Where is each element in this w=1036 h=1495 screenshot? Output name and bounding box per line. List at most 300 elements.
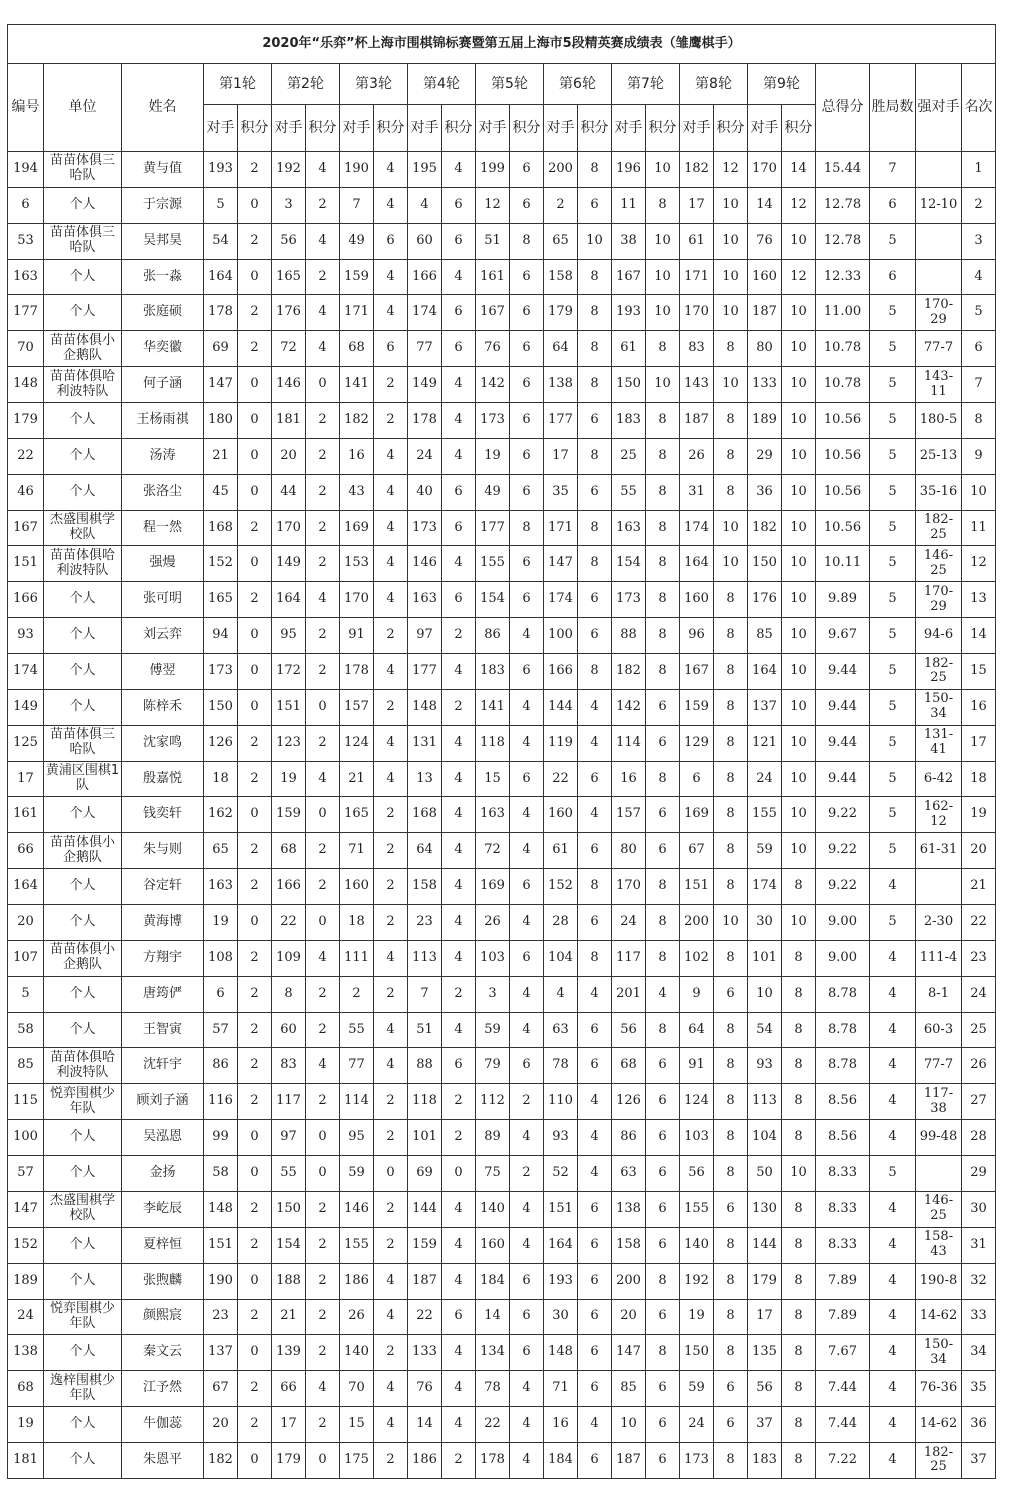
cell-unit: 个人 <box>44 259 122 295</box>
cell-total: 9.00 <box>816 940 870 976</box>
cell-opponent: 146 <box>408 546 442 582</box>
cell-points: 6 <box>442 1299 476 1335</box>
cell-opponent: 170 <box>748 152 782 188</box>
cell-points: 2 <box>238 510 272 546</box>
cell-points: 12 <box>714 152 748 188</box>
cell-opponent: 165 <box>204 582 238 618</box>
cell-opponent: 15 <box>340 1407 374 1443</box>
cell-id: 107 <box>8 940 44 976</box>
cell-opponent: 179 <box>544 295 578 331</box>
cell-points: 8 <box>782 1227 816 1263</box>
header-rank: 名次 <box>962 64 996 152</box>
cell-name: 吴邦昊 <box>122 223 204 259</box>
cell-points: 2 <box>306 403 340 439</box>
cell-points: 6 <box>578 187 612 223</box>
cell-opponent: 59 <box>680 1371 714 1407</box>
cell-name: 张可明 <box>122 582 204 618</box>
cell-opponent: 148 <box>408 689 442 725</box>
cell-rank: 37 <box>962 1442 996 1478</box>
cell-points: 4 <box>646 976 680 1012</box>
cell-total: 9.22 <box>816 833 870 869</box>
cell-unit: 个人 <box>44 797 122 833</box>
cell-rank: 17 <box>962 725 996 761</box>
table-row <box>8 1227 996 1263</box>
cell-opponent: 104 <box>748 1120 782 1156</box>
cell-points: 8 <box>714 474 748 510</box>
cell-points: 6 <box>374 223 408 259</box>
cell-points: 0 <box>306 1120 340 1156</box>
cell-opponent: 10 <box>748 976 782 1012</box>
cell-points: 6 <box>510 438 544 474</box>
cell-opponent: 36 <box>748 474 782 510</box>
cell-opponent: 134 <box>476 1335 510 1371</box>
cell-opponent: 192 <box>680 1263 714 1299</box>
cell-opponent: 44 <box>272 474 306 510</box>
cell-id: 19 <box>8 1407 44 1443</box>
cell-strong: 180-5 <box>916 403 962 439</box>
cell-opponent: 114 <box>340 1084 374 1120</box>
cell-opponent: 30 <box>748 905 782 941</box>
cell-points: 2 <box>306 654 340 690</box>
cell-rank: 21 <box>962 869 996 905</box>
cell-wins: 5 <box>870 618 916 654</box>
cell-opponent: 19 <box>476 438 510 474</box>
cell-unit: 苗苗体俱小企鹅队 <box>44 940 122 976</box>
cell-opponent: 101 <box>408 1120 442 1156</box>
cell-id: 161 <box>8 797 44 833</box>
cell-wins: 4 <box>870 869 916 905</box>
cell-opponent: 193 <box>204 152 238 188</box>
cell-points: 2 <box>306 187 340 223</box>
cell-opponent: 184 <box>476 1263 510 1299</box>
cell-points: 2 <box>306 438 340 474</box>
cell-points: 8 <box>714 940 748 976</box>
cell-opponent: 141 <box>476 689 510 725</box>
cell-points: 8 <box>782 1371 816 1407</box>
cell-opponent: 159 <box>272 797 306 833</box>
cell-opponent: 95 <box>272 618 306 654</box>
cell-points: 2 <box>238 833 272 869</box>
cell-opponent: 78 <box>476 1371 510 1407</box>
cell-opponent: 195 <box>408 152 442 188</box>
cell-points: 6 <box>442 1048 476 1084</box>
cell-opponent: 154 <box>612 546 646 582</box>
cell-points: 8 <box>646 869 680 905</box>
table-row <box>8 152 996 188</box>
cell-opponent: 18 <box>340 905 374 941</box>
cell-opponent: 163 <box>204 869 238 905</box>
cell-points: 4 <box>306 761 340 797</box>
table-row <box>8 546 996 582</box>
cell-rank: 25 <box>962 1012 996 1048</box>
cell-points: 4 <box>374 654 408 690</box>
header-opponent: 对手 <box>272 105 306 152</box>
cell-points: 0 <box>238 1263 272 1299</box>
cell-points: 4 <box>510 689 544 725</box>
cell-strong: 35-16 <box>916 474 962 510</box>
cell-wins: 4 <box>870 1084 916 1120</box>
cell-points: 6 <box>646 1120 680 1156</box>
cell-points: 0 <box>442 1156 476 1192</box>
cell-points: 4 <box>510 1407 544 1443</box>
cell-opponent: 180 <box>204 403 238 439</box>
cell-wins: 5 <box>870 403 916 439</box>
table-row <box>8 1407 996 1443</box>
cell-wins: 7 <box>870 152 916 188</box>
cell-total: 7.89 <box>816 1263 870 1299</box>
cell-rank: 35 <box>962 1371 996 1407</box>
cell-points: 2 <box>306 869 340 905</box>
cell-opponent: 177 <box>476 510 510 546</box>
cell-opponent: 19 <box>272 761 306 797</box>
cell-opponent: 57 <box>204 1012 238 1048</box>
cell-opponent: 71 <box>544 1371 578 1407</box>
cell-points: 8 <box>782 976 816 1012</box>
cell-points: 2 <box>238 1084 272 1120</box>
cell-points: 4 <box>510 797 544 833</box>
cell-points: 2 <box>238 725 272 761</box>
cell-name: 金扬 <box>122 1156 204 1192</box>
cell-points: 0 <box>238 1335 272 1371</box>
cell-points: 6 <box>714 976 748 1012</box>
cell-opponent: 9 <box>680 976 714 1012</box>
cell-opponent: 11 <box>612 187 646 223</box>
cell-opponent: 164 <box>680 546 714 582</box>
cell-points: 4 <box>442 438 476 474</box>
cell-strong: 14-62 <box>916 1407 962 1443</box>
cell-points: 4 <box>374 582 408 618</box>
cell-points: 2 <box>238 1227 272 1263</box>
cell-points: 8 <box>714 689 748 725</box>
cell-opponent: 165 <box>340 797 374 833</box>
cell-wins: 6 <box>870 259 916 295</box>
cell-points: 0 <box>238 546 272 582</box>
cell-points: 10 <box>782 1156 816 1192</box>
cell-unit: 苗苗体俱哈利波特队 <box>44 546 122 582</box>
cell-wins: 4 <box>870 1407 916 1443</box>
cell-opponent: 13 <box>408 761 442 797</box>
table-row <box>8 618 996 654</box>
cell-points: 6 <box>510 152 544 188</box>
cell-id: 17 <box>8 761 44 797</box>
cell-unit: 个人 <box>44 1120 122 1156</box>
cell-opponent: 100 <box>544 618 578 654</box>
cell-unit: 个人 <box>44 1012 122 1048</box>
cell-points: 8 <box>714 1012 748 1048</box>
cell-opponent: 4 <box>408 187 442 223</box>
cell-total: 10.11 <box>816 546 870 582</box>
cell-rank: 32 <box>962 1263 996 1299</box>
cell-points: 10 <box>782 582 816 618</box>
cell-opponent: 164 <box>272 582 306 618</box>
cell-points: 6 <box>510 1335 544 1371</box>
cell-opponent: 55 <box>612 474 646 510</box>
cell-unit: 苗苗体俱三哈队 <box>44 223 122 259</box>
cell-opponent: 184 <box>544 1442 578 1478</box>
cell-points: 6 <box>646 797 680 833</box>
cell-opponent: 187 <box>748 295 782 331</box>
cell-total: 9.22 <box>816 797 870 833</box>
cell-rank: 33 <box>962 1299 996 1335</box>
cell-opponent: 88 <box>612 618 646 654</box>
cell-opponent: 95 <box>340 1120 374 1156</box>
cell-opponent: 83 <box>272 1048 306 1084</box>
cell-opponent: 56 <box>748 1371 782 1407</box>
cell-opponent: 7 <box>408 976 442 1012</box>
cell-opponent: 174 <box>748 869 782 905</box>
cell-points: 10 <box>714 223 748 259</box>
cell-id: 100 <box>8 1120 44 1156</box>
cell-points: 2 <box>238 761 272 797</box>
cell-points: 6 <box>578 1263 612 1299</box>
cell-points: 10 <box>714 510 748 546</box>
cell-opponent: 93 <box>748 1048 782 1084</box>
table-row <box>8 1048 996 1084</box>
cell-opponent: 137 <box>204 1335 238 1371</box>
cell-opponent: 25 <box>612 438 646 474</box>
cell-strong: 162-12 <box>916 797 962 833</box>
cell-opponent: 111 <box>340 940 374 976</box>
cell-opponent: 149 <box>272 546 306 582</box>
cell-points: 10 <box>782 223 816 259</box>
cell-strong <box>916 259 962 295</box>
cell-points: 4 <box>578 976 612 1012</box>
cell-points: 4 <box>510 1120 544 1156</box>
cell-opponent: 21 <box>272 1299 306 1335</box>
cell-points: 2 <box>442 1084 476 1120</box>
cell-points: 6 <box>510 1048 544 1084</box>
cell-strong: 6-42 <box>916 761 962 797</box>
cell-opponent: 147 <box>612 1335 646 1371</box>
cell-opponent: 200 <box>680 905 714 941</box>
cell-opponent: 163 <box>612 510 646 546</box>
cell-unit: 个人 <box>44 187 122 223</box>
cell-points: 6 <box>442 510 476 546</box>
header-total: 总得分 <box>816 64 870 152</box>
cell-opponent: 55 <box>272 1156 306 1192</box>
cell-opponent: 10 <box>612 1407 646 1443</box>
cell-opponent: 140 <box>476 1191 510 1227</box>
cell-opponent: 144 <box>748 1227 782 1263</box>
cell-points: 2 <box>306 1191 340 1227</box>
cell-points: 2 <box>306 474 340 510</box>
cell-points: 6 <box>714 1407 748 1443</box>
cell-points: 2 <box>238 1048 272 1084</box>
cell-name: 牛伽蕊 <box>122 1407 204 1443</box>
cell-points: 4 <box>510 905 544 941</box>
cell-opponent: 61 <box>680 223 714 259</box>
cell-opponent: 173 <box>680 1442 714 1478</box>
cell-points: 8 <box>578 152 612 188</box>
cell-id: 57 <box>8 1156 44 1192</box>
cell-opponent: 56 <box>612 1012 646 1048</box>
cell-points: 0 <box>238 474 272 510</box>
cell-opponent: 190 <box>340 152 374 188</box>
cell-points: 8 <box>782 1012 816 1048</box>
cell-rank: 14 <box>962 618 996 654</box>
cell-points: 10 <box>646 295 680 331</box>
cell-points: 4 <box>374 546 408 582</box>
cell-opponent: 200 <box>612 1263 646 1299</box>
cell-points: 4 <box>374 187 408 223</box>
cell-opponent: 85 <box>748 618 782 654</box>
cell-strong: 60-3 <box>916 1012 962 1048</box>
cell-strong <box>916 152 962 188</box>
cell-id: 148 <box>8 367 44 403</box>
cell-opponent: 124 <box>340 725 374 761</box>
cell-points: 2 <box>238 295 272 331</box>
cell-points: 2 <box>374 403 408 439</box>
cell-points: 6 <box>510 546 544 582</box>
cell-points: 2 <box>374 1191 408 1227</box>
cell-opponent: 182 <box>680 152 714 188</box>
cell-points: 6 <box>646 1299 680 1335</box>
cell-points: 6 <box>714 1371 748 1407</box>
header-round-8: 第8轮 <box>680 64 748 105</box>
cell-opponent: 59 <box>748 833 782 869</box>
header-points: 积分 <box>578 105 612 152</box>
cell-wins: 5 <box>870 582 916 618</box>
cell-points: 4 <box>442 940 476 976</box>
cell-points: 8 <box>646 331 680 367</box>
cell-points: 2 <box>306 1263 340 1299</box>
cell-opponent: 16 <box>612 761 646 797</box>
cell-unit: 个人 <box>44 1442 122 1478</box>
cell-points: 4 <box>374 152 408 188</box>
cell-opponent: 86 <box>204 1048 238 1084</box>
cell-points: 8 <box>714 1048 748 1084</box>
cell-unit: 个人 <box>44 1407 122 1443</box>
cell-rank: 24 <box>962 976 996 1012</box>
cell-opponent: 155 <box>748 797 782 833</box>
cell-opponent: 176 <box>272 295 306 331</box>
table-row <box>8 725 996 761</box>
cell-opponent: 77 <box>340 1048 374 1084</box>
cell-total: 10.56 <box>816 438 870 474</box>
cell-points: 4 <box>510 618 544 654</box>
cell-points: 0 <box>238 618 272 654</box>
cell-opponent: 24 <box>612 905 646 941</box>
cell-total: 7.22 <box>816 1442 870 1478</box>
cell-rank: 8 <box>962 403 996 439</box>
cell-opponent: 78 <box>544 1048 578 1084</box>
cell-points: 4 <box>374 474 408 510</box>
cell-points: 10 <box>714 259 748 295</box>
cell-unit: 悦弈围棋少年队 <box>44 1084 122 1120</box>
cell-opponent: 26 <box>680 438 714 474</box>
cell-opponent: 23 <box>408 905 442 941</box>
cell-wins: 5 <box>870 223 916 259</box>
cell-wins: 5 <box>870 797 916 833</box>
cell-points: 0 <box>238 1156 272 1192</box>
cell-points: 6 <box>578 833 612 869</box>
cell-points: 6 <box>442 582 476 618</box>
cell-points: 10 <box>782 331 816 367</box>
cell-points: 2 <box>374 1084 408 1120</box>
cell-opponent: 146 <box>272 367 306 403</box>
cell-points: 0 <box>306 367 340 403</box>
table-row <box>8 1371 996 1407</box>
cell-opponent: 181 <box>272 403 306 439</box>
cell-rank: 5 <box>962 295 996 331</box>
cell-points: 4 <box>442 797 476 833</box>
header-opponent: 对手 <box>408 105 442 152</box>
cell-name: 殷嘉悦 <box>122 761 204 797</box>
cell-wins: 4 <box>870 940 916 976</box>
cell-points: 10 <box>646 223 680 259</box>
table-row <box>8 1012 996 1048</box>
cell-points: 8 <box>782 1335 816 1371</box>
cell-opponent: 177 <box>408 654 442 690</box>
cell-opponent: 164 <box>544 1227 578 1263</box>
cell-id: 149 <box>8 689 44 725</box>
cell-opponent: 119 <box>544 725 578 761</box>
cell-points: 6 <box>510 331 544 367</box>
cell-points: 6 <box>578 1299 612 1335</box>
cell-id: 46 <box>8 474 44 510</box>
cell-opponent: 144 <box>408 1191 442 1227</box>
cell-opponent: 133 <box>408 1335 442 1371</box>
cell-points: 2 <box>306 1227 340 1263</box>
cell-wins: 5 <box>870 725 916 761</box>
cell-opponent: 67 <box>680 833 714 869</box>
cell-name: 钱奕轩 <box>122 797 204 833</box>
cell-opponent: 20 <box>204 1407 238 1443</box>
cell-points: 8 <box>578 510 612 546</box>
cell-strong <box>916 869 962 905</box>
cell-opponent: 63 <box>544 1012 578 1048</box>
cell-points: 8 <box>714 1156 748 1192</box>
cell-opponent: 193 <box>544 1263 578 1299</box>
cell-strong: 76-36 <box>916 1371 962 1407</box>
cell-opponent: 177 <box>544 403 578 439</box>
cell-opponent: 178 <box>476 1442 510 1478</box>
cell-strong: 111-4 <box>916 940 962 976</box>
cell-total: 7.89 <box>816 1299 870 1335</box>
cell-rank: 6 <box>962 331 996 367</box>
cell-points: 2 <box>510 1084 544 1120</box>
cell-points: 2 <box>374 1120 408 1156</box>
cell-opponent: 151 <box>680 869 714 905</box>
header-name: 姓名 <box>122 64 204 152</box>
cell-name: 刘云弈 <box>122 618 204 654</box>
table-row <box>8 1084 996 1120</box>
table-row <box>8 187 996 223</box>
cell-points: 6 <box>510 761 544 797</box>
cell-opponent: 124 <box>680 1084 714 1120</box>
cell-opponent: 17 <box>544 438 578 474</box>
cell-points: 6 <box>510 869 544 905</box>
cell-points: 8 <box>714 403 748 439</box>
cell-opponent: 56 <box>680 1156 714 1192</box>
cell-points: 0 <box>238 259 272 295</box>
cell-opponent: 164 <box>204 259 238 295</box>
cell-rank: 20 <box>962 833 996 869</box>
cell-unit: 个人 <box>44 1263 122 1299</box>
cell-points: 4 <box>510 1191 544 1227</box>
cell-opponent: 19 <box>680 1299 714 1335</box>
cell-opponent: 59 <box>476 1012 510 1048</box>
header-points: 积分 <box>238 105 272 152</box>
cell-points: 4 <box>306 582 340 618</box>
cell-opponent: 117 <box>612 940 646 976</box>
cell-opponent: 160 <box>680 582 714 618</box>
cell-points: 8 <box>646 403 680 439</box>
cell-wins: 4 <box>870 1371 916 1407</box>
cell-total: 11.00 <box>816 295 870 331</box>
cell-points: 4 <box>442 725 476 761</box>
cell-id: 20 <box>8 905 44 941</box>
